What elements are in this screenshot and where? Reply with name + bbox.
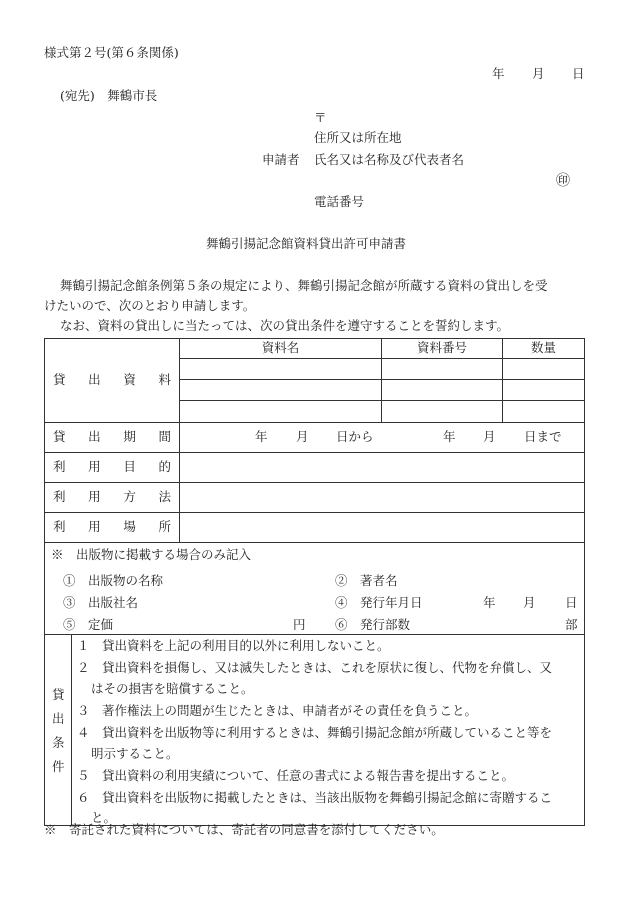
author-label: ② 著者名: [335, 573, 398, 588]
materials-label-cell: 貸 出 資 料: [45, 339, 180, 423]
col-header-number: 資料番号: [382, 339, 503, 359]
seal-mark: ㊞: [556, 173, 570, 189]
material-number-2[interactable]: [382, 380, 503, 401]
applicant-label: 申請者: [262, 152, 300, 167]
condition-6b: と。: [91, 810, 117, 825]
intro-line-2: けたいので、次のとおり申請します。: [44, 298, 256, 313]
publication-title-label: ① 出版物の名称: [63, 573, 164, 588]
publication-section: [45, 543, 585, 635]
material-name-1[interactable]: [180, 359, 382, 380]
period-year-2: 年: [443, 428, 456, 444]
period-from: 日から: [336, 428, 374, 444]
footnote: ※ 寄託された資料については、寄託者の同意書を添付してください。: [44, 822, 444, 837]
condition-4b: 明示すること。: [91, 746, 179, 761]
conditions-label-1: 貸: [52, 687, 65, 702]
publisher-label: ③ 出版社名: [63, 595, 139, 610]
phone-label: 電話番号: [314, 194, 365, 209]
conditions-section: [45, 635, 585, 826]
date-day: 日: [572, 66, 585, 81]
period-year-1: 年: [255, 428, 268, 444]
material-qty-3[interactable]: [503, 401, 585, 423]
publish-date-label: ④ 発行年月日: [335, 595, 423, 610]
price-label: ⑤ 定価: [63, 617, 114, 632]
material-name-3[interactable]: [180, 401, 382, 423]
condition-2b: はその損害を賠償すること。: [91, 681, 254, 696]
form-number: 様式第２号(第６条関係): [44, 45, 179, 60]
material-qty-1[interactable]: [503, 359, 585, 380]
material-number-1[interactable]: [382, 359, 503, 380]
intro-line-3: なお、資料の貸出しに当たっては、次の貸出条件を遵守することを誓約します。: [60, 318, 510, 333]
condition-5: ５ 貸出資料の利用実績について、任意の書式による報告書を提出すること。: [77, 768, 515, 783]
publish-date-month: 月: [523, 595, 536, 610]
intro-line-1: 舞鶴引揚記念館条例第５条の規定により、舞鶴引揚記念館が所蔵する資料の貸出しを受: [60, 278, 548, 293]
application-table: [44, 338, 585, 826]
place-value-cell[interactable]: [180, 513, 585, 543]
date-month: 月: [532, 66, 545, 81]
copies-unit: 部: [565, 617, 578, 632]
material-qty-2[interactable]: [503, 380, 585, 401]
condition-3: ３ 著作権法上の問題が生じたときは、申請者がその責任を負うこと。: [77, 703, 478, 718]
period-month-1: 月: [296, 428, 309, 444]
purpose-label-cell: 利 用 目 的: [45, 453, 180, 483]
address-label: 住所又は所在地: [314, 130, 402, 145]
date-year: 年: [492, 66, 505, 81]
method-value-cell[interactable]: [180, 483, 585, 513]
purpose-value-cell[interactable]: [180, 453, 585, 483]
publish-date-day: 日: [565, 595, 578, 610]
conditions-label-2: 出: [52, 711, 65, 726]
condition-1: １ 貸出資料を上記の利用目的以外に利用しないこと。: [77, 638, 390, 653]
period-label-cell: 貸 出 期 間: [45, 423, 180, 453]
price-unit: 円: [293, 617, 306, 632]
conditions-label-3: 条: [52, 735, 65, 750]
material-name-2[interactable]: [180, 380, 382, 401]
col-header-qty: 数量: [503, 339, 585, 359]
condition-4a: ４ 貸出資料を出版物等に利用するときは、舞鶴引揚記念館が所蔵していること等を: [77, 725, 553, 740]
condition-6a: ６ 貸出資料を出版物に掲載したときは、当該出版物を舞鶴引揚記念館に寄贈するこ: [77, 790, 553, 805]
conditions-label-4: 件: [52, 759, 65, 774]
document-title: 舞鶴引揚記念館資料貸出許可申請書: [206, 236, 407, 251]
condition-2a: ２ 貸出資料を損傷し、又は滅失したときは、これを原状に復し、代物を弁償し、又: [77, 660, 553, 675]
period-until: 日まで: [524, 428, 562, 444]
period-value-cell[interactable]: [180, 423, 585, 453]
method-label-cell: 利 用 方 法: [45, 483, 180, 513]
publication-note: ※ 出版物に掲載する場合のみ記入: [51, 547, 252, 562]
addressee: (宛先) 舞鶴市長: [60, 88, 158, 103]
postal-mark: 〒: [314, 110, 327, 125]
publish-date-year: 年: [483, 595, 496, 610]
col-header-name: 資料名: [180, 339, 382, 359]
period-month-2: 月: [483, 428, 496, 444]
material-number-3[interactable]: [382, 401, 503, 423]
place-label-cell: 利 用 場 所: [45, 513, 180, 543]
copies-label: ⑥ 発行部数: [335, 617, 411, 632]
name-label: 氏名又は名称及び代表者名: [314, 152, 465, 167]
